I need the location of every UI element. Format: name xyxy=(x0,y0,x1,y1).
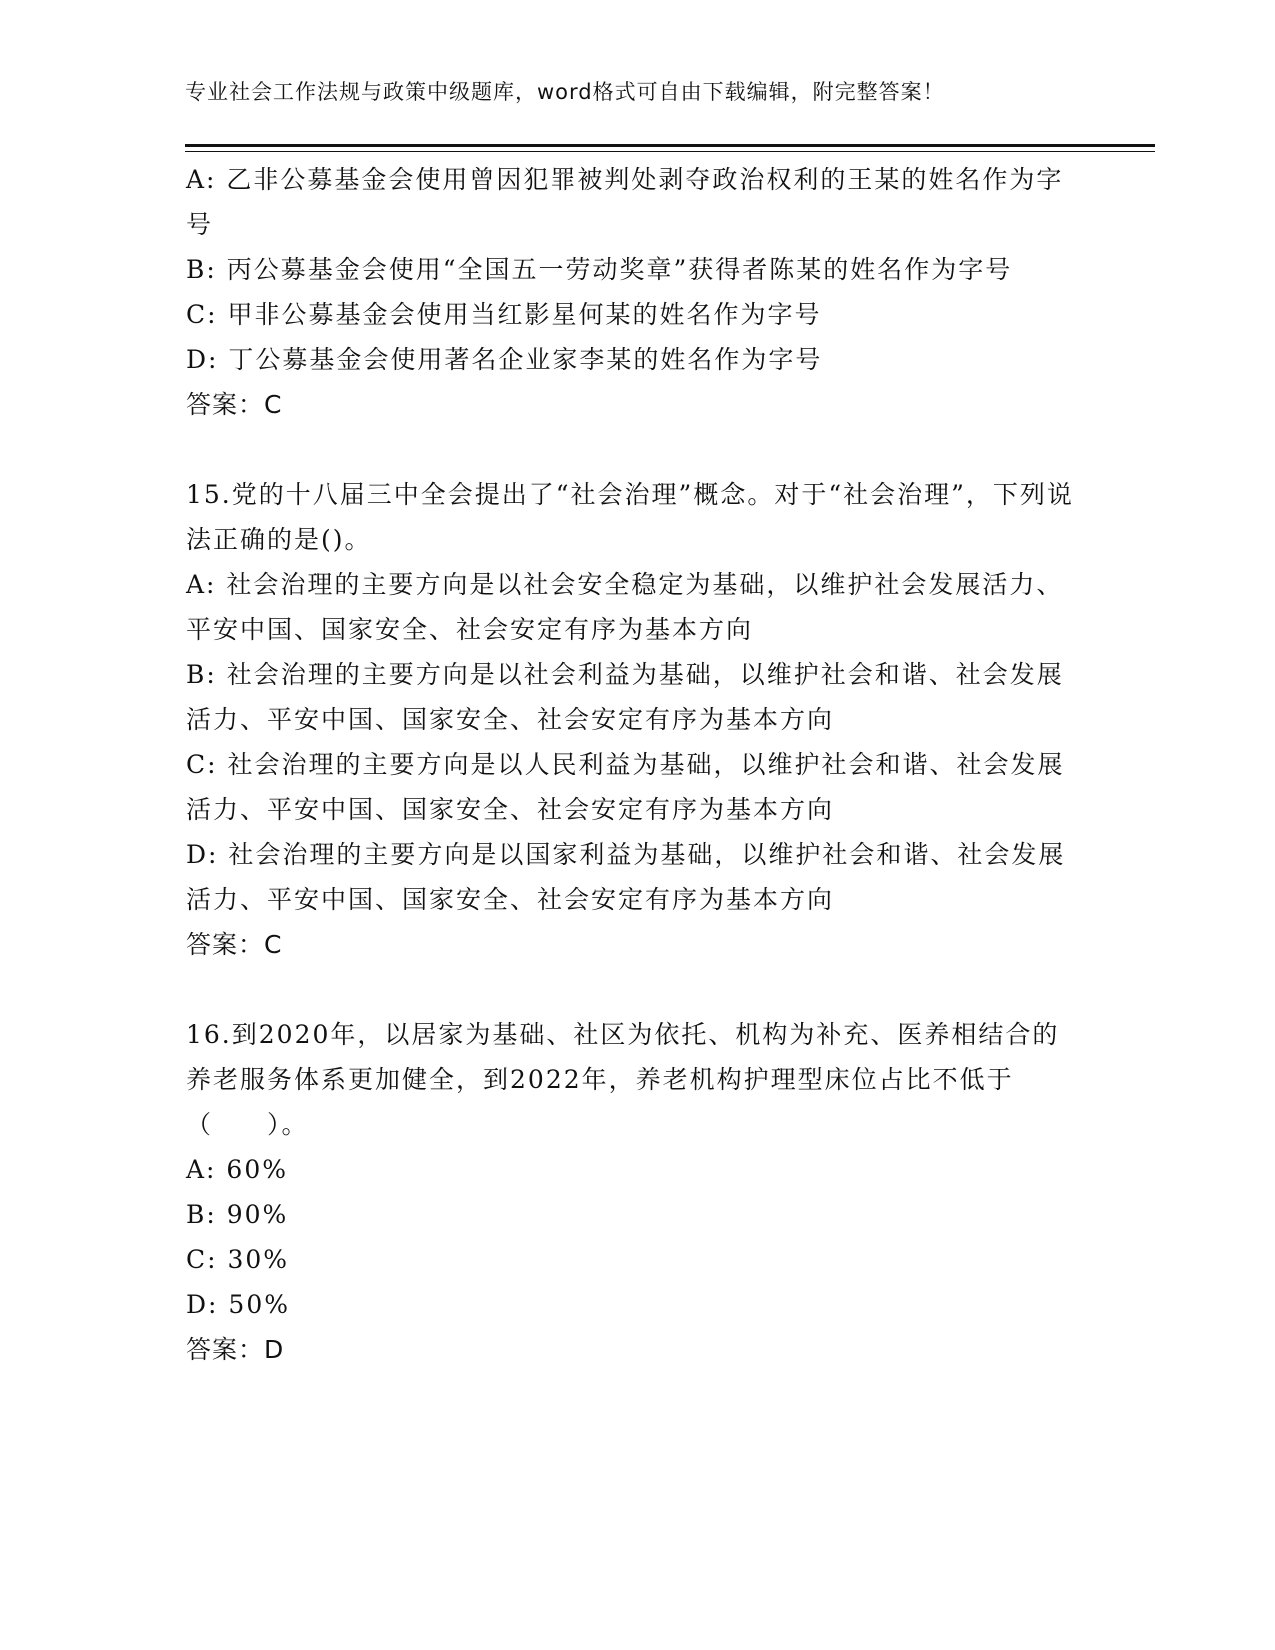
question-15-option-d: D: 社会治理的主要方向是以国家利益为基础，以维护社会和谐、社会发展活力、平安中国、国家安全、社会安定有序为基本方向 xyxy=(186,840,1066,914)
question-16-stem: 16.到2020年，以居家为基础、社区为依托、机构为补充、医养相结合的养老服务体系更加健全，到2022年，养老机构护理型床位占比不低于（ ）。 xyxy=(186,1020,1060,1139)
question-14-option-b: B: 丙公募基金会使用“全国五一劳动奖章”获得者陈某的姓名作为字号 xyxy=(186,255,1013,284)
question-15-answer: 答案：C xyxy=(186,930,283,959)
question-15-option-b: B: 社会治理的主要方向是以社会利益为基础，以维护社会和谐、社会发展活力、平安中国、国家安全、社会安定有序为基本方向 xyxy=(186,660,1064,734)
question-15-option-c: C: 社会治理的主要方向是以人民利益为基础，以维护社会和谐、社会发展活力、平安中国、国家安全、社会安定有序为基本方向 xyxy=(186,750,1065,824)
question-14-block xyxy=(186,157,1076,427)
question-16-option-b: B: 90% xyxy=(186,1200,289,1229)
question-14-option-d: D: 丁公募基金会使用著名企业家李某的姓名作为字号 xyxy=(186,345,823,374)
document-header: 专业社会工作法规与政策中级题库，word格式可自由下载编辑，附完整答案！ xyxy=(185,80,945,104)
question-16-option-a: A: 60% xyxy=(186,1155,288,1184)
question-14-option-a: A: 乙非公募基金会使用曾因犯罪被判处剥夺政治权利的王某的姓名作为字号 xyxy=(186,165,1064,239)
spacer xyxy=(186,427,1076,472)
question-16-block xyxy=(186,1012,1076,1372)
spacer xyxy=(186,967,1076,1012)
question-content xyxy=(186,157,1076,1372)
question-15-stem: 15.党的十八届三中全会提出了“社会治理”概念。对于“社会治理”，下列说法正确的是()。 xyxy=(186,480,1074,554)
question-16-option-c: C: 30% xyxy=(186,1245,290,1274)
question-14-option-c: C: 甲非公募基金会使用当红影星何某的姓名作为字号 xyxy=(186,300,822,329)
header-rule-thick xyxy=(185,144,1155,147)
question-14-answer: 答案：C xyxy=(186,390,283,419)
question-15-block xyxy=(186,472,1076,967)
question-16-option-d: D: 50% xyxy=(186,1290,290,1319)
question-16-answer: 答案：D xyxy=(186,1335,285,1364)
question-15-option-a: A: 社会治理的主要方向是以社会安全稳定为基础，以维护社会发展活力、平安中国、国家安全、社会安定有序为基本方向 xyxy=(186,570,1064,644)
header-rule-thin xyxy=(185,151,1155,152)
